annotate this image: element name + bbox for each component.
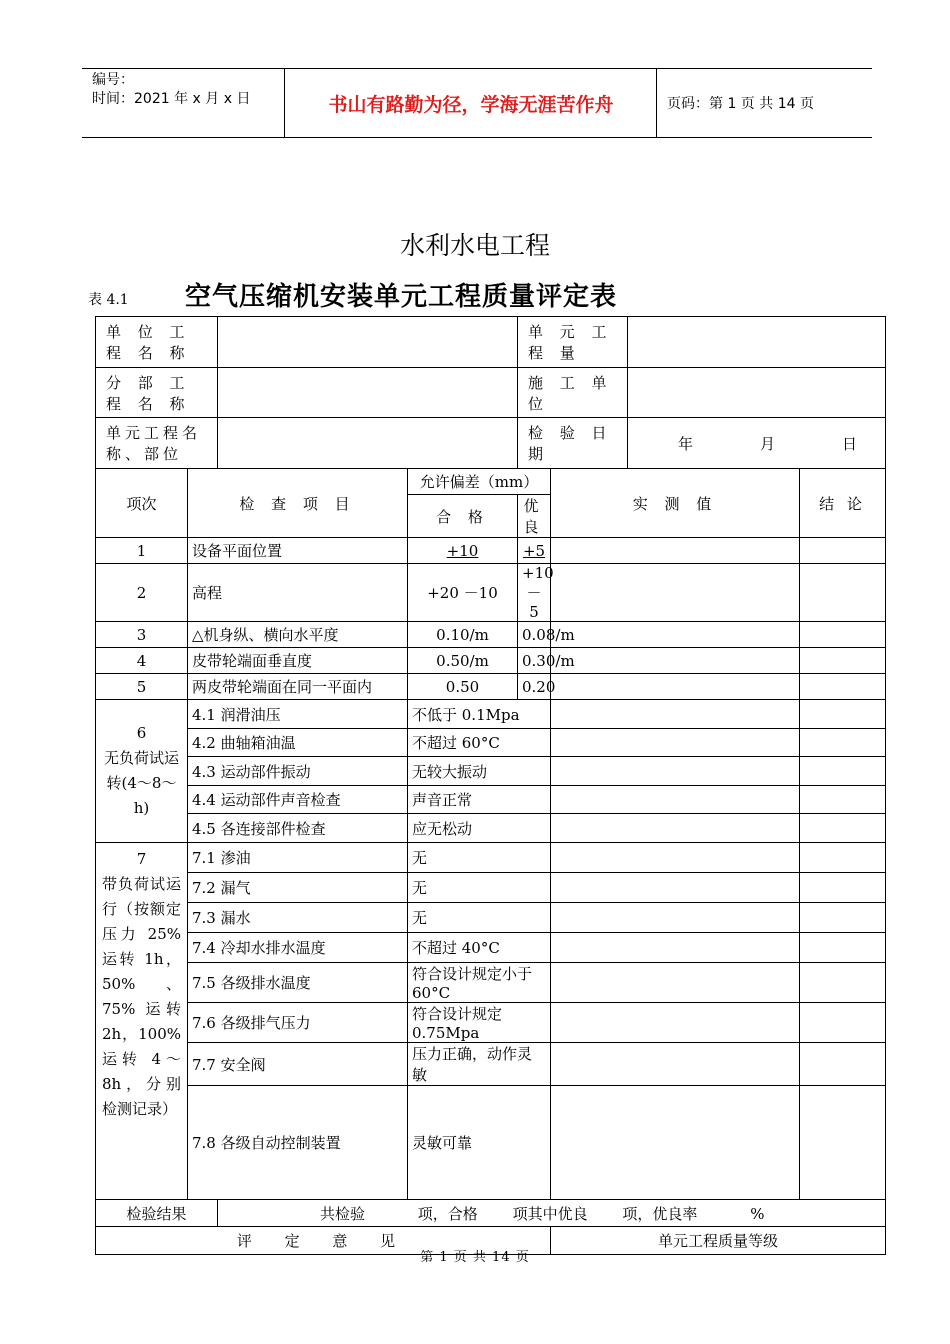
row-measured[interactable]: [551, 814, 800, 843]
row-item: 7.4 冷却水排水温度: [188, 933, 408, 963]
row-measured[interactable]: [551, 933, 800, 963]
row-measured[interactable]: [551, 1086, 800, 1200]
month-label: 月: [760, 434, 776, 453]
row-conclusion[interactable]: [800, 814, 886, 843]
row-item: 4.1 润滑油压: [188, 700, 408, 729]
row-conclusion[interactable]: [800, 963, 886, 1003]
row-measured[interactable]: [551, 843, 800, 873]
table-row: [96, 757, 886, 786]
table-row: [96, 564, 886, 622]
row-item: 4.5 各连接部件检查: [188, 814, 408, 843]
row-requirement: 不低于 0.1Mpa: [408, 700, 551, 729]
motto: 书山有路勤为径，学海无涯苦作舟: [328, 93, 614, 116]
col-excellent: 优 良: [518, 495, 551, 538]
row-measured[interactable]: [551, 786, 800, 814]
row-conclusion[interactable]: [800, 674, 886, 700]
construction-unit-label: 施 工 单 位: [518, 368, 628, 418]
table-row: [96, 1043, 886, 1086]
table-row: [96, 903, 886, 933]
row-requirement: 无: [408, 843, 551, 873]
table-row: [96, 648, 886, 674]
construction-unit-value[interactable]: [628, 368, 886, 418]
row-conclusion[interactable]: [800, 729, 886, 757]
col-conclusion: 结 论: [800, 469, 886, 538]
row-excellent: +10 －5: [518, 564, 551, 622]
table-row: [96, 538, 886, 564]
summary-label: 检验结果: [96, 1200, 218, 1227]
row-conclusion[interactable]: [800, 564, 886, 622]
row-item: 4.3 运动部件振动: [188, 757, 408, 786]
row-qualified: +10: [408, 538, 518, 564]
row-measured[interactable]: [551, 700, 800, 729]
col-check-item: 检 查 项 目: [188, 469, 408, 538]
row-item: 皮带轮端面垂直度: [188, 648, 408, 674]
year-label: 年: [678, 434, 694, 453]
row-requirement: 符合设计规定小于 60°C: [408, 963, 551, 1003]
row-qualified: 0.50/m: [408, 648, 518, 674]
table-row: [96, 729, 886, 757]
unit-name-location-value[interactable]: [218, 418, 518, 469]
row-no: 5: [96, 674, 188, 700]
row-measured[interactable]: [551, 757, 800, 786]
row-item: 设备平面位置: [188, 538, 408, 564]
time-label: 时间：2021 年 x 月 x 日: [92, 91, 251, 107]
row-item: 高程: [188, 564, 408, 622]
row-item: 7.8 各级自动控制装置: [188, 1086, 408, 1200]
table-row: [96, 963, 886, 1003]
table-row: [96, 1003, 886, 1043]
row-measured[interactable]: [551, 1003, 800, 1043]
row-item: 7.3 漏水: [188, 903, 408, 933]
row-qualified: 0.50: [408, 674, 518, 700]
table-label: 表 4.1: [88, 292, 129, 308]
row-conclusion[interactable]: [800, 700, 886, 729]
page-footer: 第 1 页 共 14 页: [420, 1250, 530, 1265]
table-row: [96, 873, 886, 903]
group7-label: [96, 843, 188, 1200]
main-title: 水利水电工程: [399, 231, 550, 260]
row-conclusion[interactable]: [800, 538, 886, 564]
row-requirement: 无: [408, 873, 551, 903]
table-row: [96, 933, 886, 963]
table-row: [96, 786, 886, 814]
row-measured[interactable]: [551, 1043, 800, 1086]
table-row: [96, 622, 886, 648]
row-conclusion[interactable]: [800, 622, 886, 648]
row-conclusion[interactable]: [800, 1086, 886, 1200]
row-requirement: 应无松动: [408, 814, 551, 843]
group7-number: 7: [136, 850, 147, 868]
row-measured[interactable]: [551, 622, 800, 648]
summary-text[interactable]: 共检验 项，合格 项其中优良 项，优良率 %: [218, 1200, 886, 1227]
opinion-label: 评 定 意 见: [96, 1227, 551, 1255]
row-requirement: 不超过 40°C: [408, 933, 551, 963]
row-requirement: 符合设计规定 0.75Mpa: [408, 1003, 551, 1043]
document-header: [82, 68, 872, 138]
row-excellent: +5: [518, 538, 551, 564]
division-project-name-label: 分 部 工 程 名 称: [96, 368, 218, 418]
unit-project-name-value[interactable]: [218, 317, 518, 368]
group6-label: 6 无负荷试运转(4～8～h): [96, 700, 188, 843]
row-conclusion[interactable]: [800, 873, 886, 903]
row-conclusion[interactable]: [800, 1003, 886, 1043]
row-conclusion[interactable]: [800, 843, 886, 873]
row-requirement: 声音正常: [408, 786, 551, 814]
table-row: [96, 1086, 886, 1200]
row-qualified: +20 －10: [408, 564, 518, 622]
inspection-date-label: 检 验 日 期: [518, 418, 628, 469]
row-conclusion[interactable]: [800, 757, 886, 786]
unit-quantity-label: 单 元 工 程 量: [518, 317, 628, 368]
row-item: △机身纵、横向水平度: [188, 622, 408, 648]
row-requirement: 无较大振动: [408, 757, 551, 786]
col-measured: 实 测 值: [551, 469, 800, 538]
group7-text: 带负荷试运行（按额定压力 25% 运转 1h，50%、75% 运转 2h，100% 运转 4～8h，分别检测记录）: [102, 875, 181, 1118]
header-divider: [284, 69, 285, 137]
division-project-name-value[interactable]: [218, 368, 518, 418]
row-no: 2: [96, 564, 188, 622]
row-conclusion[interactable]: [800, 903, 886, 933]
evaluation-table: [95, 316, 885, 1255]
unit-name-location-label: 单元工程名称、部位: [96, 418, 218, 469]
row-measured[interactable]: [551, 648, 800, 674]
row-measured[interactable]: [551, 564, 800, 622]
row-requirement: 无: [408, 903, 551, 933]
row-conclusion[interactable]: [800, 648, 886, 674]
row-measured[interactable]: [551, 674, 800, 700]
day-label: 日: [841, 434, 857, 453]
form-title: 空气压缩机安装单元工程质量评定表: [185, 282, 618, 312]
row-conclusion[interactable]: [800, 933, 886, 963]
row-conclusion[interactable]: [800, 786, 886, 814]
col-allowed-deviation: 允许偏差（mm）: [408, 469, 551, 495]
quality-grade-label: 单元工程质量等级: [551, 1227, 886, 1255]
row-excellent: 0.30/m: [518, 648, 551, 674]
table-row: [96, 674, 886, 700]
row-item: 7.1 渗油: [188, 843, 408, 873]
col-item-no: 项次: [96, 469, 188, 538]
header-meta: [92, 71, 250, 109]
row-measured[interactable]: [551, 538, 800, 564]
row-item: 7.2 漏气: [188, 873, 408, 903]
summary-row: [96, 1200, 886, 1227]
row-requirement: 不超过 60°C: [408, 729, 551, 757]
table-row: [96, 700, 886, 729]
col-qualified: 合 格: [408, 495, 518, 538]
unit-quantity-value[interactable]: [628, 317, 886, 368]
inspection-date-value[interactable]: [628, 418, 886, 469]
row-item: 7.5 各级排水温度: [188, 963, 408, 1003]
row-requirement: 灵敏可靠: [408, 1086, 551, 1200]
row-measured[interactable]: [551, 963, 800, 1003]
row-item: 两皮带轮端面在同一平面内: [188, 674, 408, 700]
header-divider: [656, 69, 657, 137]
row-qualified: 0.10/m: [408, 622, 518, 648]
row-excellent: 0.20: [518, 674, 551, 700]
row-item: 4.2 曲轴箱油温: [188, 729, 408, 757]
row-conclusion[interactable]: [800, 1043, 886, 1086]
number-label: 编号：: [92, 72, 134, 88]
row-no: 3: [96, 622, 188, 648]
row-item: 7.7 安全阀: [188, 1043, 408, 1086]
row-measured[interactable]: [551, 729, 800, 757]
row-item: 4.4 运动部件声音检查: [188, 786, 408, 814]
row-item: 7.6 各级排气压力: [188, 1003, 408, 1043]
table-row: [96, 843, 886, 873]
row-no: 4: [96, 648, 188, 674]
row-measured[interactable]: [551, 903, 800, 933]
row-measured[interactable]: [551, 873, 800, 903]
unit-project-name-label: 单 位 工 程 名 称: [96, 317, 218, 368]
table-row: [96, 814, 886, 843]
page-info: 页码：第 1 页 共 14 页: [667, 96, 814, 112]
row-no: 1: [96, 538, 188, 564]
row-requirement: 压力正确，动作灵敏: [408, 1043, 551, 1086]
row-excellent: 0.08/m: [518, 622, 551, 648]
